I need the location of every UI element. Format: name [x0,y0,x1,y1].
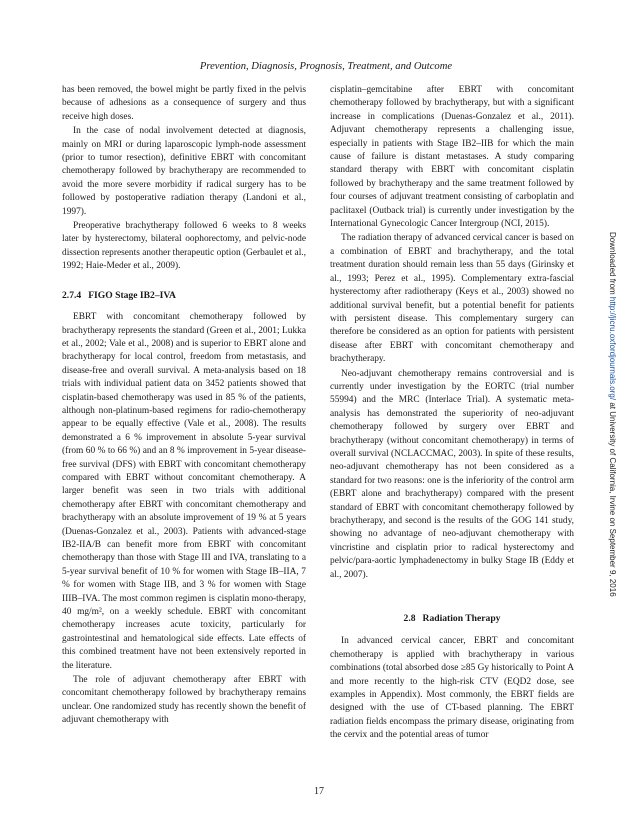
left-paragraph-5: The role of adjuvant chemotherapy after EBRT with concomitant chemotherapy followed by brachytherapy remains unclear. One randomized study has recently shown the benefit of adjuvant chemotherapy with [62,675,306,726]
journal-link[interactable]: http://jicru.oxfordjournals.org/ [608,296,617,401]
download-notice-text [604,232,618,597]
running-head: Prevention, Diagnosis, Prognosis, Treatment, and Outcome [199,61,453,72]
download-notice-prefix: Downloaded from [608,232,617,297]
section-heading-2-7-4 [62,289,306,302]
right-column [330,84,574,744]
left-paragraph-3: Preoperative brachytherapy followed 6 weeks to 8 weeks later by hysterectomy, bilateral oophorectomy, and pelvic-node dissection represents another therapeutic option (Gerbaulet et al., 1992; Haie-Meder et al., 2009). [62,221,306,272]
left-paragraph-1: has been removed, the bowel might be partly fixed in the pelvis because of adhesions as a consequence of surgery and thus receive high doses. [62,85,306,122]
right-paragraph-3: Neo-adjuvant chemotherapy remains controversial and is currently under investigation by the EORTC (trial number 55994) and the MRC (Interlace Trial). A systematic meta-analysis has demonstrated the superiority of neo-adjuvant chemotherapy followed by surgery over EBRT and brachytherapy (without concomitant chemotherapy) in terms of overall survival (NCLACCMAC, 2003). In spite of these results, neo-adjuvant chemotherapy has not been considered as a standard for two reasons: one is the inferiority of the control arm (EBRT alone and brachytherapy) compared with the present standard of EBRT with concomitant chemotherapy followed by brachytherapy, and second is the results of the GOG 141 study, showing no advantage of neo-adjuvant chemotherapy with vincristine and cisplatin prior to radical hysterectomy and pelvic/para-aortic lymphadenectomy in bulky Stage IB (Eddy et al., 2007). [330,368,574,580]
download-notice-suffix: at University of California, Irvine on September 9, 2016 [608,400,617,597]
left-paragraph-4: EBRT with concomitant chemotherapy followed by brachytherapy represents the standard (Green et al., 2001; Lukka et al., 2002; Vale et al., 2008) and is superior to EBRT alone and brachytherapy for local control, freedom from metastasis, and disease-free and overall survival. A meta-analysis based on 18 trials with individual patient data on 3452 patients showed that cisplatin-based chemotherapy was used in 85 % of the patients, although non-platinum-based regimens for radio-chemotherapy appear to be equally effective (Vale et al., 2008). The results demonstrated a 6 % improvement in absolute 5-year survival (from 60 % to 66 %) and an 8 % improvement in 5-year disease-free survival (DFS) with EBRT with concomitant chemotherapy compared with EBRT without concomitant chemotherapy. A larger benefit was seen in two trials with additional chemotherapy after EBRT with concomitant chemotherapy and brachytherapy with an absolute improvement of 19 % at 5 years (Duenas-Gonzalez et al., 2003). Patients with advanced-stage IB2-IIA/B can benefit more from EBRT with concomitant chemotherapy than those with Stage III and IVA, translating to a 5-year survival benefit of 10 % for women with Stage IB–IIA, 7 % for women with Stage IIB, and 3 % for women with Stage IIIB–IVA. The most common regimen is cisplatin mono-therapy, 40 mg/m², on a weekly schedule. EBRT with concomitant chemotherapy increases acute toxicity, particularly for gastrointestinal and hematological side effects. Late effects of this combined treatment have not been extensively reported in the literature. [62,312,306,671]
left-paragraph-2: In the case of nodal involvement detected at diagnosis, mainly on MRI or during laparoscopic lymph-node assessment (prior to tumor resection), definitive EBRT with concomitant chemotherapy followed by brachytherapy are recommended to avoid the more severe morbidity if radical surgery has to be followed by postoperative radiation therapy (Landoni et al., 1997). [62,126,306,217]
page-number: 17 [314,786,324,797]
download-notice [602,232,622,597]
section-number: 2.7.4 [62,289,82,301]
section-number: 2.8 [403,613,416,625]
section-title: FIGO Stage IB2–IVA [88,289,176,301]
right-paragraph-1: cisplatin–gemcitabine after EBRT with concomitant chemotherapy followed by brachytherapy, but with a significant increase in complications (Duenas-Gonzalez et al., 2011). Adjuvant chemotherapy represents a challenging issue, especially in patients with Stage IB2–IIB for which the main cause of failure is distant metastases. A study comparing standard therapy with EBRT with concomitant cisplatin followed by brachytherapy and the same treatment followed by four courses of adjuvant treatment consisting of carboplatin and paclitaxel (Outback trial) is currently under investigation by the International Gynecologic Cancer Intergroup (NCI, 2015). [330,85,574,230]
right-paragraph-4: In advanced cervical cancer, EBRT and concomitant chemotherapy is applied with brachytherapy in various combinations (total absorbed dose ≥85 Gy historically to Point A and more recently to the high-risk CTV (EQD2 dose, see examples in Appendix). Most commonly, the EBRT fields are designed with the use of CT-based planning. The EBRT radiation fields encompass the primary disease, originating from the cervix and the potential areas of tumor [330,636,574,741]
section-title: Radiation Therapy [422,613,501,625]
right-paragraph-2: The radiation therapy of advanced cervical cancer is based on a combination of EBRT and brachytherapy, and the total treatment duration should remain less than 55 days (Girinsky et al., 1993; Perez et al., 1995). Complementary extra-fascial hysterectomy after radiotherapy (Keys et al., 2003) showed no additional survival benefit, but a potential benefit for patients with persistent disease. This complementary surgery can therefore be considered as an option for patients with persistent disease after EBRT with concomitant chemotherapy and brachytherapy. [330,233,574,365]
left-column [62,84,306,729]
section-heading-2-8 [330,612,574,625]
